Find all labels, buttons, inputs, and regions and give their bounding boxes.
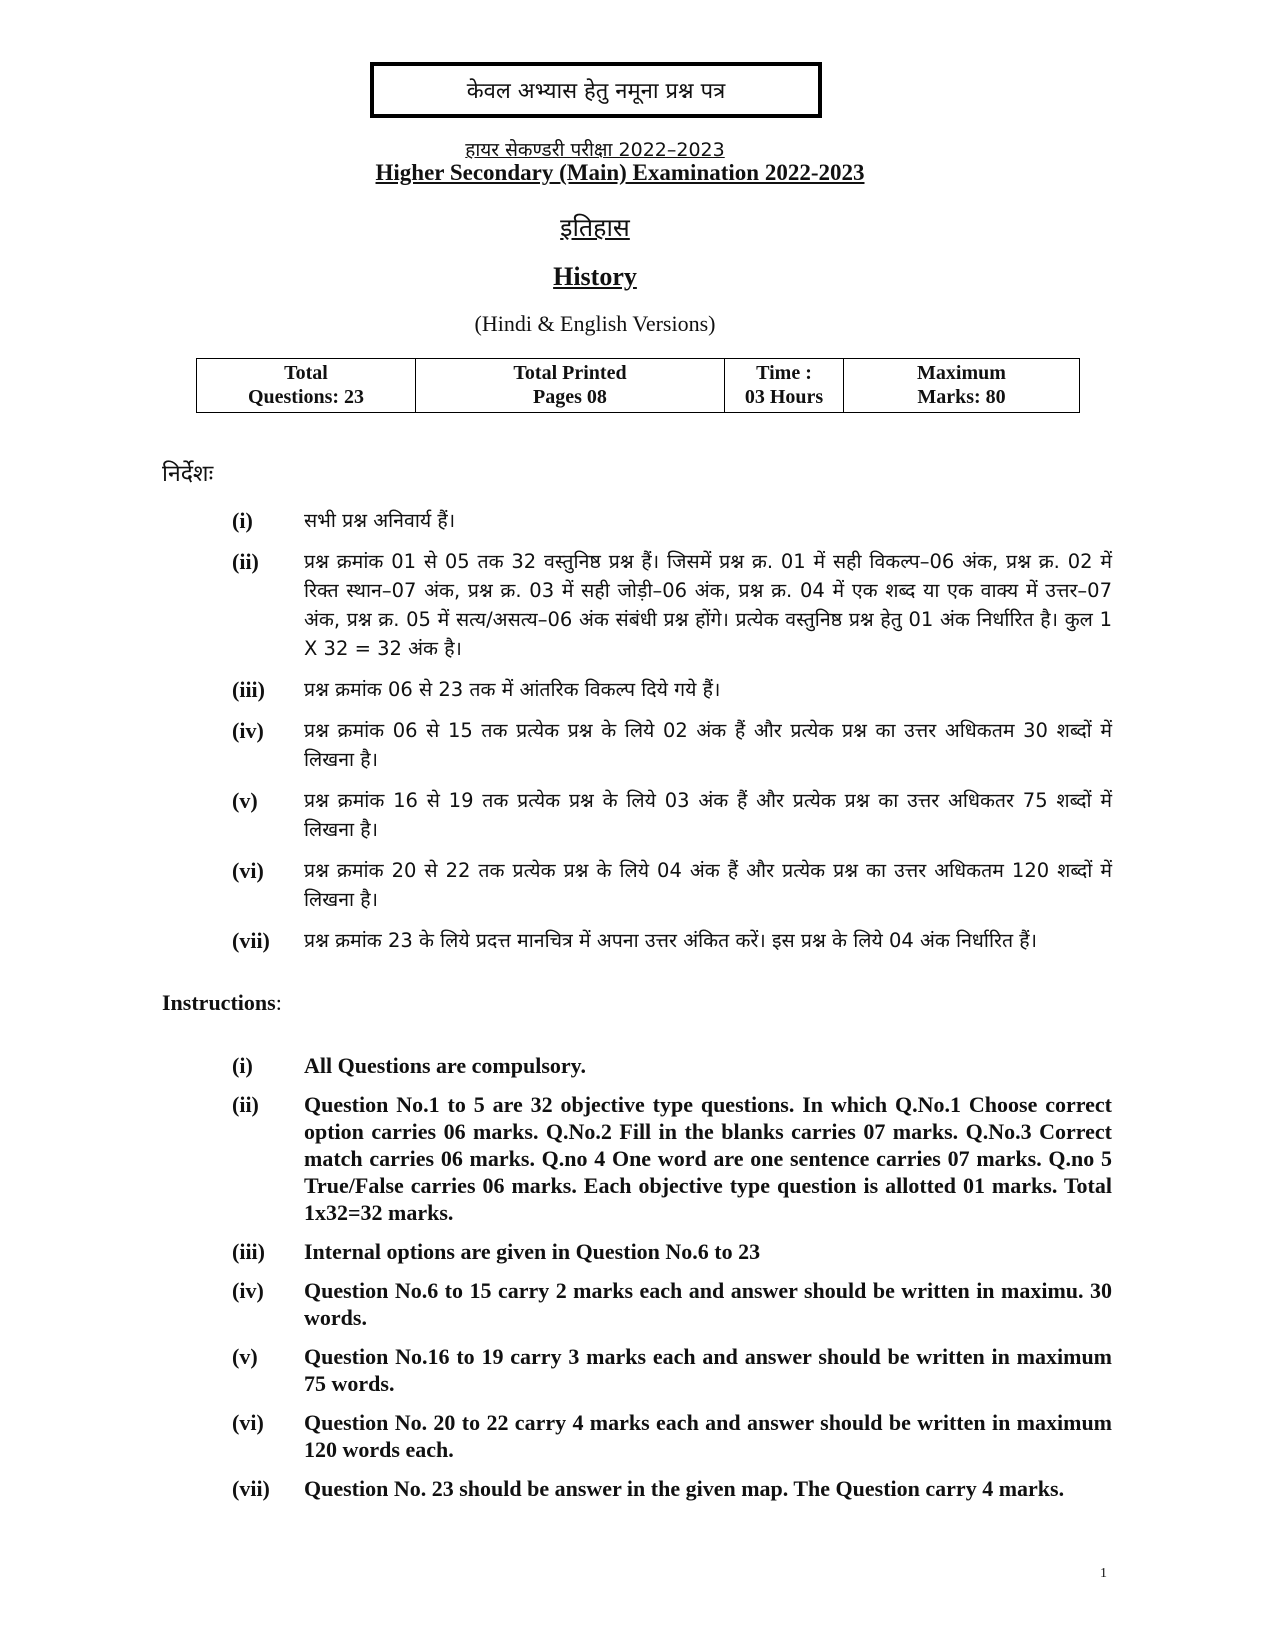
versions-note: (Hindi & English Versions)	[474, 311, 716, 336]
item-text: प्रश्न क्रमांक 23 के लिये प्रदत्त मानचित्र में अपना उत्तर अंकित करें। इस प्रश्न के लिये 04 अंक निर्धारित हैं।	[304, 929, 1038, 952]
item-text: Question No.1 to 5 are 32 objective type questions. In which Q.No.1 Choose correct option carries 06 marks. Q.No.2 Fill in the blanks carries 07 marks. Q.No.3 Correct match carries 06 marks. Q.no 4 One word are one sentence carries 07 marks. Q.no 5 True/False carries 06 marks. Each objective type question is allotted 01 marks. Total 1x32=32 marks.	[304, 1092, 1112, 1225]
item-number: (iv)	[232, 718, 264, 743]
exam-title-english: Higher Secondary (Main) Examination 2022-2023	[375, 160, 865, 185]
item-number: (ii)	[232, 1092, 259, 1117]
instructions-list-hindi	[232, 506, 1112, 967]
item-number: (vi)	[232, 858, 264, 883]
item-number: (vi)	[232, 1410, 264, 1435]
heading-text: Instructions	[162, 990, 276, 1015]
item-text: प्रश्न क्रमांक 06 से 15 तक प्रत्येक प्रश्न के लिये 02 अंक हैं और प्रत्येक प्रश्न का उत्तर अधिकतम 30 शब्दों में लिखना है।	[304, 719, 1112, 771]
item-text: प्रश्न क्रमांक 16 से 19 तक प्रत्येक प्रश्न के लिये 03 अंक हैं और प्रत्येक प्रश्न का उत्तर अधिकतर 75 शब्दों में लिखना है।	[304, 789, 1112, 841]
list-item	[232, 1343, 1112, 1397]
list-item	[232, 1277, 1112, 1331]
item-number: (ii)	[232, 549, 259, 574]
instructions-heading-english	[162, 990, 282, 1016]
cell-line: 03 Hours	[744, 386, 824, 408]
list-item	[232, 1475, 1112, 1502]
cell-line: Maximum	[917, 362, 1006, 384]
item-number: (iii)	[232, 677, 265, 702]
time-cell	[725, 359, 844, 413]
exam-info-table	[196, 358, 1080, 413]
cell-line: Time :	[756, 362, 812, 384]
list-item	[232, 1052, 1112, 1079]
banner-text: केवल अभ्यास हेतु नमूना प्रश्न पत्र	[466, 79, 726, 104]
exam-info-row	[197, 359, 1080, 413]
list-item	[232, 1238, 1112, 1265]
item-number: (i)	[232, 1053, 253, 1078]
total-questions-cell	[197, 359, 416, 413]
subject-title-english: History	[553, 262, 637, 291]
list-item	[232, 675, 1112, 704]
item-number: (vii)	[232, 1476, 270, 1501]
list-item	[232, 716, 1112, 774]
subject-title-hindi: इतिहास	[560, 213, 630, 242]
item-text: All Questions are compulsory.	[304, 1053, 586, 1078]
cell-line: Marks: 80	[917, 386, 1006, 408]
cell-line: Pages 08	[533, 386, 607, 408]
list-item	[232, 856, 1112, 914]
item-text: Question No. 20 to 22 carry 4 marks each and answer should be written in maximum 120 words each.	[304, 1410, 1112, 1462]
item-text: सभी प्रश्न अनिवार्य हैं।	[304, 509, 456, 532]
cell-line: Total	[284, 362, 328, 384]
item-number: (iv)	[232, 1278, 264, 1303]
list-item	[232, 547, 1112, 663]
page-number: 1	[1100, 1566, 1107, 1581]
item-text: Question No.16 to 19 carry 3 marks each and answer should be written in maximum 75 words.	[304, 1344, 1112, 1396]
exam-title-hindi: हायर सेकण्डरी परीक्षा 2022–2023	[465, 139, 725, 161]
cell-line: Questions: 23	[247, 386, 365, 408]
list-item	[232, 1409, 1112, 1463]
item-number: (v)	[232, 788, 258, 813]
heading-colon: :	[275, 990, 282, 1015]
item-text: प्रश्न क्रमांक 06 से 23 तक में आंतरिक विकल्प दिये गये हैं।	[304, 678, 721, 701]
item-number: (v)	[232, 1344, 258, 1369]
item-text: Internal options are given in Question No.6 to 23	[304, 1239, 761, 1264]
cell-line: Total Printed	[513, 362, 627, 384]
max-marks-cell	[844, 359, 1080, 413]
instructions-list-english	[232, 1052, 1112, 1514]
list-item	[232, 1091, 1112, 1226]
item-text: प्रश्न क्रमांक 20 से 22 तक प्रत्येक प्रश्न के लिये 04 अंक हैं और प्रत्येक प्रश्न का उत्तर अधिकतम 120 शब्दों में लिखना है।	[304, 859, 1112, 911]
list-item	[232, 506, 1112, 535]
total-pages-cell	[416, 359, 725, 413]
item-text: Question No. 23 should be answer in the given map. The Question carry 4 marks.	[304, 1476, 1065, 1501]
list-item	[232, 786, 1112, 844]
item-number: (i)	[232, 508, 253, 533]
list-item	[232, 926, 1112, 955]
instructions-heading-hindi: निर्देशः	[162, 461, 214, 487]
item-text: Question No.6 to 15 carry 2 marks each and answer should be written in maximu. 30 words.	[304, 1278, 1112, 1330]
practice-banner	[370, 62, 822, 118]
item-number: (iii)	[232, 1239, 265, 1264]
item-number: (vii)	[232, 928, 270, 953]
item-text: प्रश्न क्रमांक 01 से 05 तक 32 वस्तुनिष्ठ प्रश्न हैं। जिसमें प्रश्न क्र. 01 में सही विकल्प–06 अंक, प्रश्न क्र. 02 में रिक्त स्थान–07 अंक, प्रश्न क्र. 03 में सही जोड़ी–06 अंक, प्रश्न क्र. 04 में एक शब्द या एक वाक्य में उत्तर–07 अंक, प्रश्न क्र. 05 में सत्य/असत्य–06 अंक संबंधी प्रश्न होंगे। प्रत्येक वस्तुनिष्ठ प्रश्न हेतु 01 अंक निर्धारित है। कुल 1 X 32 = 32 अंक है।	[304, 550, 1112, 660]
